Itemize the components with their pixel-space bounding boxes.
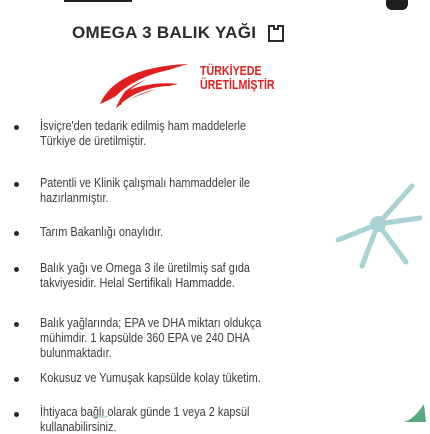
logo-mark-icon — [92, 60, 192, 110]
bottle-outline-icon — [266, 23, 286, 43]
bullet-icon — [14, 322, 19, 327]
header — [72, 23, 286, 43]
top-divider — [64, 0, 132, 2]
item-line: hazırlanmıştır. — [40, 190, 109, 205]
badge-line-2: ÜRETİLMİŞTİR — [200, 77, 275, 92]
item-line: Türkiye de üretilmiştir. — [40, 133, 147, 148]
bullet-icon — [14, 412, 19, 417]
made-in-turkey-badge — [200, 64, 291, 92]
item-line: Patentli ve Klinik çalışmalı hammaddeler ile — [40, 175, 250, 190]
item-line: Tarım Bakanlığı onaylıdır. — [40, 224, 164, 239]
bullet-icon — [14, 267, 19, 272]
item-line: İhtiyaca bağlı olarak günde 1 veya 2 kapsül — [40, 404, 250, 419]
item-line: Balık yağı ve Omega 3 ile üretilmiş saf gıda — [40, 260, 251, 275]
badge-line-1: TÜRKİYEDE — [200, 63, 262, 78]
bottle-corner-icon — [402, 400, 428, 424]
list-item — [40, 370, 393, 385]
bottle-cap-icon — [386, 0, 408, 10]
bullet-icon — [14, 125, 19, 130]
list-item — [40, 118, 393, 148]
item-line: Balık yağlarında; EPA ve DHA miktarı oldukça — [40, 315, 262, 330]
item-line: İsviçre'den tedarik edilmiş ham maddelerle — [40, 118, 247, 133]
item-line: mühimdir. 1 kapsülde 360 EPA ve 240 DHA — [40, 330, 250, 345]
item-line: Kokusuz ve Yumuşak kapsülde kolay tüketim. — [40, 370, 261, 385]
page-title: OMEGA 3 BALIK YAĞI — [72, 23, 257, 42]
item-line: takviyesidir. Helal Sertifikalı Hammadde. — [40, 275, 235, 290]
item-line: kullanabilirsiniz. — [40, 419, 117, 434]
bullet-icon — [14, 182, 19, 187]
bullet-icon — [14, 231, 19, 236]
list-item — [40, 315, 393, 360]
bullet-icon — [14, 377, 19, 382]
wave-decoration-icon — [92, 415, 108, 418]
item-line: bulunmaktadır. — [40, 345, 112, 360]
starfish-icon — [332, 178, 424, 270]
